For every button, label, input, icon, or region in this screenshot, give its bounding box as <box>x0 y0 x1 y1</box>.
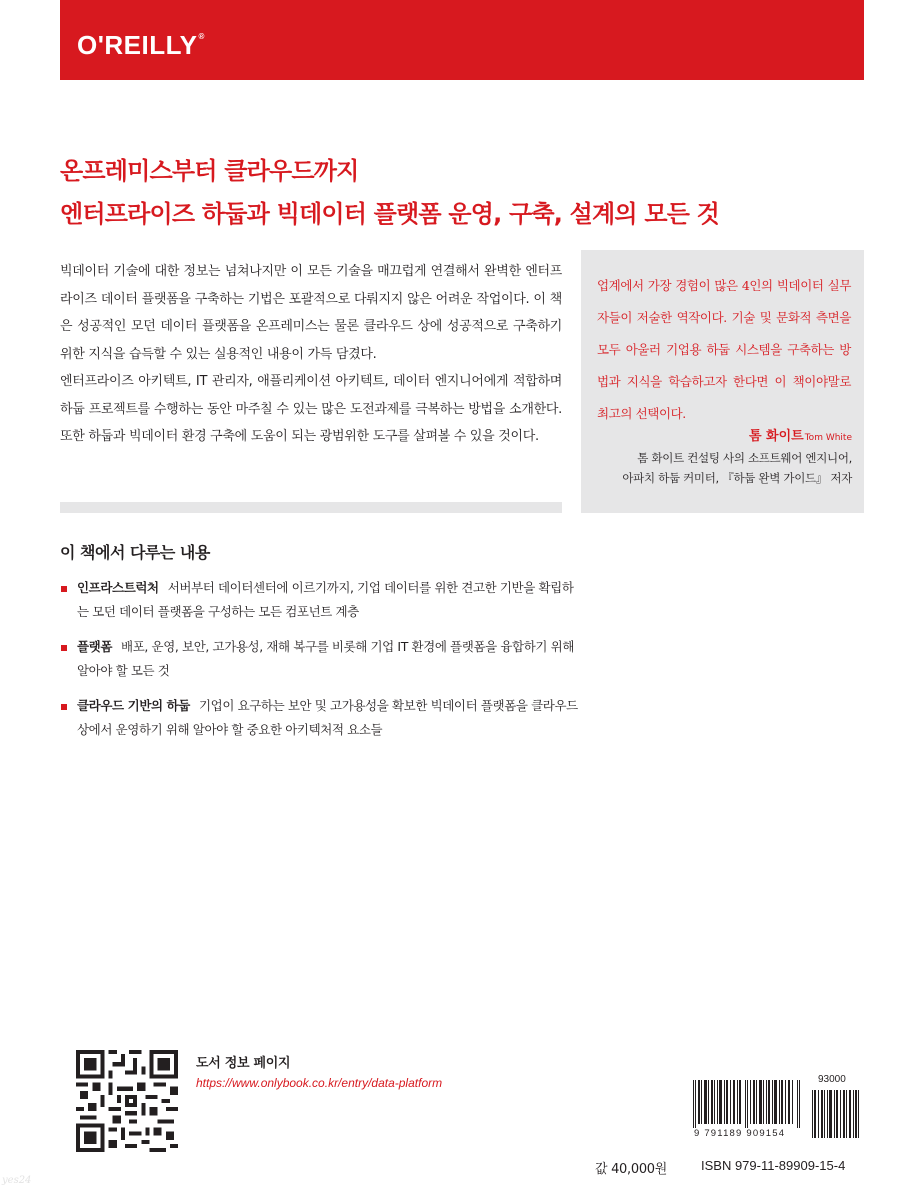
bullet-icon <box>61 704 67 710</box>
cover-headline <box>60 150 864 236</box>
list-item <box>60 694 580 742</box>
section-title: 이 책에서 다루는 내용 <box>60 543 210 562</box>
list-item <box>60 635 580 683</box>
feature-text: 배포, 운영, 보안, 고가용성, 재해 복구를 비롯해 기업 IT 환경에 플랫폼을 융합하기 위해 알아야 할 모든 것 <box>77 639 575 678</box>
addon-barcode-icon <box>812 1090 860 1138</box>
price: 값 40,000원 <box>595 1162 668 1177</box>
isbn: ISBN 979-11-89909-15-4 <box>701 1158 846 1173</box>
headline-line-2: 엔터프라이즈 하둡과 빅데이터 플랫폼 운영, 구축, 설계의 모든 것 <box>60 200 720 228</box>
headline-line-1: 온프레미스부터 클라우드까지 <box>60 157 359 185</box>
feature-term: 플랫폼 <box>77 639 113 654</box>
addon-code: 93000 <box>818 1074 846 1085</box>
publisher-banner <box>60 0 864 80</box>
qr-code-icon[interactable] <box>76 1050 178 1152</box>
barcode-digits: 9 791189 909154 <box>694 1128 786 1139</box>
feature-term: 인프라스트럭처 <box>77 580 159 595</box>
reviewer <box>622 426 852 488</box>
reviewer-name-en: Tom White <box>804 433 852 443</box>
reviewer-name: 톰 화이트 <box>748 429 804 444</box>
feature-list <box>60 576 580 753</box>
feature-text: 기업이 요구하는 보안 및 고가용성을 확보한 빅데이터 플랫폼을 클라우드 상에서 운영하기 위해 알아야 할 중요한 아키텍처적 요소들 <box>77 698 578 737</box>
feature-text: 서버부터 데이터센터에 이르기까지, 기업 데이터를 위한 견고한 기반을 확립하는 모던 데이터 플랫폼을 구성하는 모든 컴포넌트 계층 <box>77 580 574 619</box>
isbn-barcode-icon <box>693 1080 801 1128</box>
intro-paragraph-1: 빅데이터 기술에 대한 정보는 넘쳐나지만 이 모든 기술을 매끄럽게 연결해서 완벽한 엔터프라이즈 데이터 플랫폼을 구축하는 기법은 포괄적으로 다뤄지지 않은 어려운 작업이다. 이 책은 성공적인 모던 데이터 플랫폼을 온프레미스는 물론 클라우드 상에 성공적으로 구축하기 위한 지식을 습득할 수 있는 실용적인 내용이 가득 담겼다. <box>60 264 562 362</box>
intro-paragraph-2: 엔터프라이즈 아키텍트, IT 관리자, 애플리케이션 아키텍트, 데이터 엔지니어에게 적합하며 하둡 프로젝트를 수행하는 동안 마주칠 수 있는 많은 도전과제를 극복하는 방법을 소개한다. 또한 하둡과 빅데이터 환경 구축에 도움이 되는 광범위한 도구를 살펴볼 수 있을 것이다. <box>60 374 562 444</box>
bullet-icon <box>61 645 67 651</box>
reviewer-desc-1: 톰 화이트 컨설팅 사의 소프트웨어 엔지니어, <box>637 451 852 465</box>
reviewer-desc-2: 아파치 하둡 커미터, 『하둡 완벽 가이드』 저자 <box>622 471 852 485</box>
review-box <box>581 250 864 513</box>
review-quote: 업계에서 가장 경험이 많은 4인의 빅데이터 실무자들이 저술한 역작이다. 기술 및 문화적 측면을 모두 아울러 기업용 하둡 시스템을 구축하는 방법과 지식을 학습하고자 한다면 이 책이야말로 최고의 선택이다. <box>597 278 851 421</box>
oreilly-logo: O'REILLY® <box>77 30 205 60</box>
intro-text <box>60 258 562 451</box>
bullet-icon <box>61 586 67 592</box>
book-info-link[interactable]: https://www.onlybook.co.kr/entry/data-platform <box>196 1076 443 1090</box>
book-info-title: 도서 정보 페이지 <box>196 1056 291 1071</box>
divider-bar <box>60 502 562 513</box>
feature-term: 클라우드 기반의 하둡 <box>77 698 190 713</box>
list-item <box>60 576 580 624</box>
watermark-logo: yes24 <box>2 1175 32 1186</box>
